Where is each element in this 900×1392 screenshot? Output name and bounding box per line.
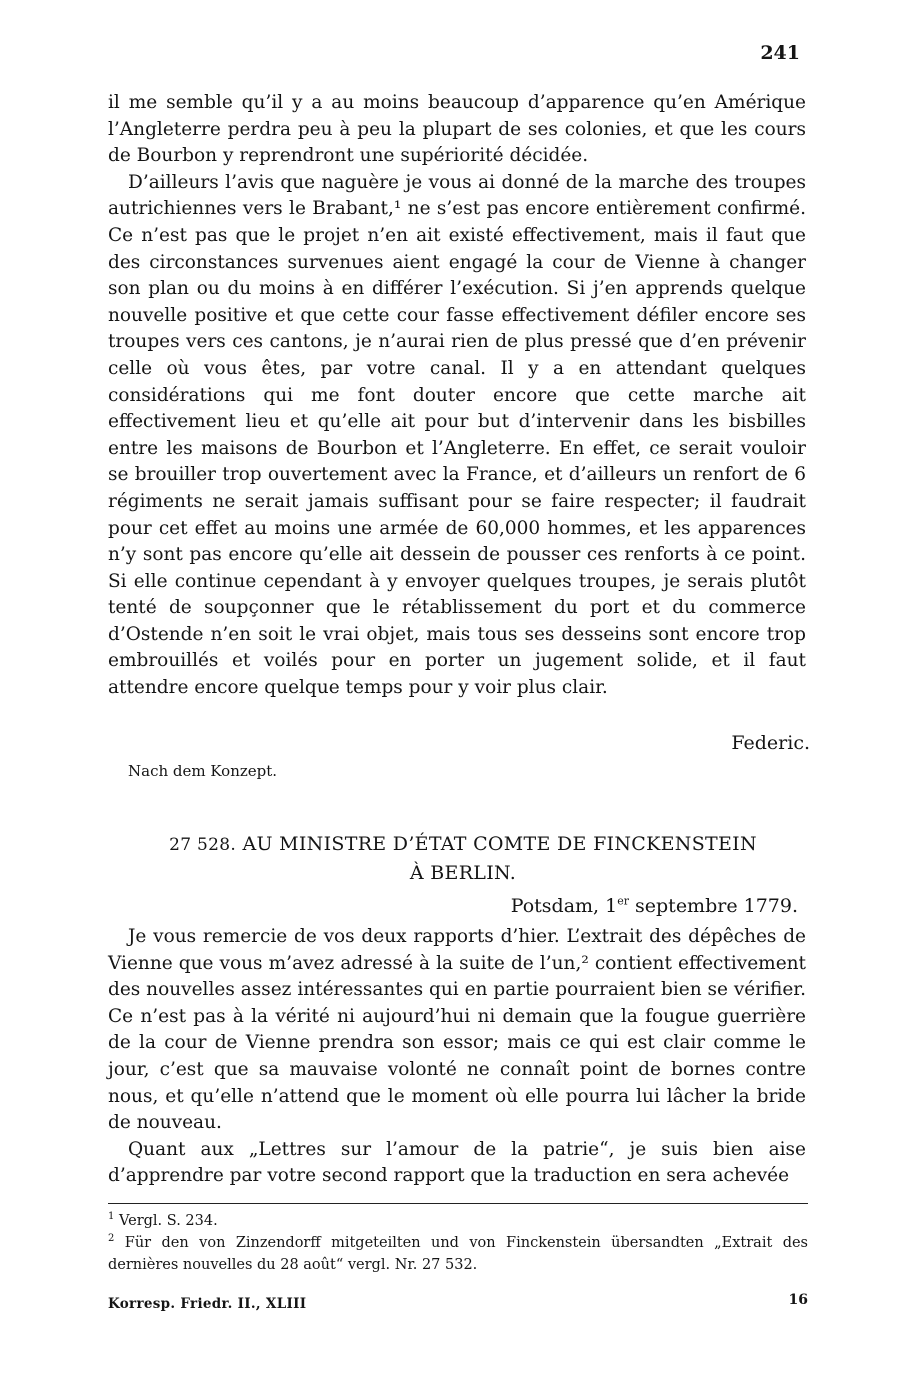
footnote-text: Vergl. S. 234. bbox=[114, 1213, 218, 1229]
paragraph-continuation: il me semble qu’il y a au moins beaucoup d’apparence qu’en Amérique l’Angleterre perdra peu à peu la plupart de ses colonies, et que les cours de Bourbon y reprendront une supériorité décidée. bbox=[108, 92, 806, 167]
footnote-1 bbox=[108, 1210, 808, 1232]
source-note: Nach dem Konzept. bbox=[128, 762, 278, 780]
paragraph: Quant aux „Lettres sur l’amour de la patrie“, je suis bien aise d’apprendre par votre second rapport que la traduction en sera achevée bbox=[108, 1138, 806, 1187]
dateline-sup: er bbox=[617, 894, 629, 908]
footnote-mark: 2 bbox=[108, 1233, 115, 1245]
footer-source: Korresp. Friedr. II., XLIII bbox=[108, 1296, 307, 1312]
dateline-rest: septembre 1779. bbox=[628, 895, 798, 917]
letter-heading bbox=[118, 830, 808, 887]
letter-body bbox=[108, 924, 806, 1190]
signature: Federic. bbox=[731, 732, 810, 754]
dateline-place: Potsdam, 1 bbox=[510, 895, 618, 917]
footer-sheet-number: 16 bbox=[788, 1292, 808, 1308]
footnote-rule bbox=[108, 1203, 808, 1204]
letter-number: 27 528. bbox=[169, 835, 237, 855]
footnote-2 bbox=[108, 1232, 808, 1276]
footnote-text: Für den von Zinzendorff mitgeteilten und von Finckenstein übersandten „Extrait des dernières nouvelles du 28 août“ vergl. Nr. 27 532. bbox=[108, 1235, 808, 1273]
body-text-top bbox=[108, 90, 806, 702]
paragraph: D’ailleurs l’avis que naguère je vous ai donné de la marche des troupes autrichiennes vers le Brabant,¹ ne s’est pas encore entièrement confirmé. Ce n’est pas que le projet n’en ait existé effectivement, mais il faut que des circonstances survenues aient engagé la cour de Vienne à changer son plan ou du moins à en différer l’exécution. Si j’en apprends quelque nouvelle positive et que cette cour fasse effectivement défiler encore ses troupes vers ces cantons, je n’aurai rien de plus pressé que d’en prévenir celle où vous êtes, par votre canal. Il y a en attendant quelques considérations qui me font douter encore que cette marche ait effectivement lieu et qu’elle ait pour but d’intervenir dans les bisbilles entre les maisons de Bourbon et l’Angleterre. En effet, ce serait vouloir se brouiller trop ouvertement avec la France, et d’ailleurs un renfort de 6 régiments ne serait jamais suffisant pour se faire respecter; il faudrait pour cet effet au moins une armée de 60,000 hommes, et les apparences n’y sont pas encore qu’elle ait dessein de pousser ces renforts à ce point. Si elle continue cependant à y envoyer quelques troupes, je serais plutôt tenté de soupçonner que le rétablissement du port et du commerce d’Ostende n’en soit le vrai objet, mais tous ses desseins sont encore trop embrouillés et voilés pour en porter un jugement solide, et il faut attendre encore quelque temps pour y voir plus clair. bbox=[108, 171, 806, 699]
footnote-mark: 1 bbox=[108, 1211, 115, 1223]
dateline bbox=[511, 895, 798, 917]
page-number: 241 bbox=[760, 42, 800, 64]
letter-heading-line2: À BERLIN. bbox=[409, 862, 517, 884]
letter-heading-line1: AU MINISTRE D’ÉTAT COMTE DE FINCKENSTEIN bbox=[242, 833, 757, 855]
paragraph: Je vous remercie de vos deux rapports d’hier. L’extrait des dépêches de Vienne que vous m’avez adressé à la suite de l’un,² contient effectivement des nouvelles assez intéressantes qui en partie pourraient bien se vérifier. Ce n’est pas à la vérité ni aujourd’hui ni demain que la fougue guerrière de la cour de Vienne prendra son essor; mais ce qui est clair comme le jour, c’est que sa mauvaise volonté ne connaît point de bornes contre nous, et qu’elle n’attend que le moment où elle pourra lui lâcher la bride de nouveau. bbox=[108, 926, 806, 1134]
footnotes bbox=[108, 1210, 808, 1276]
